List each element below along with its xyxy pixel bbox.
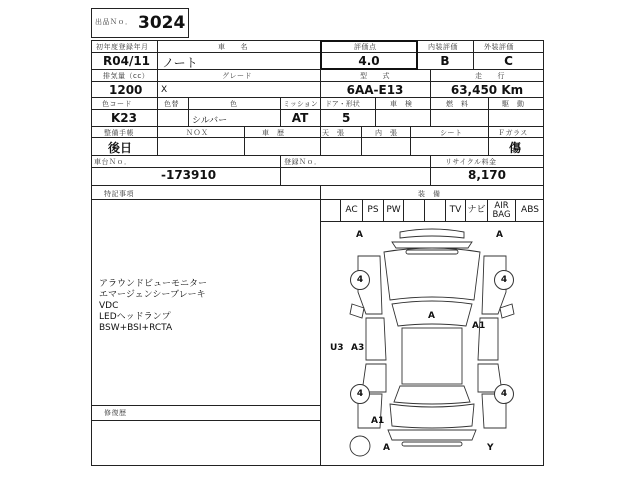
exterior-grade-label: 外装評価 [484,43,514,51]
displacement-label: 排気量（cc） [103,72,150,80]
fuel-label: 燃 料 [446,100,469,108]
front-glass-value: 傷 [509,141,522,155]
year-value: R04/11 [103,54,151,68]
doors-label: ドア・形状 [325,100,360,108]
wheel-rear-left: 4 [350,384,370,404]
equipment-tv: TV [446,200,466,221]
car-name-value: ノート [162,56,198,70]
note-line: エマージェンシーブレーキ [99,290,206,300]
chassis-value: -173910 [161,168,217,182]
wheel-front-right: 4 [494,270,514,290]
interior-grade-value: B [440,54,450,68]
damage-left-a3: A3 [351,343,365,353]
registration-label: 登録Ｎｏ． [284,158,322,166]
model-label: 型 式 [360,72,390,80]
model-value: 6AA-E13 [346,83,404,97]
equipment-blank-2 [425,200,446,221]
damage-left-u3: U3 [330,343,344,353]
equipment-label: 装 備 [418,190,441,198]
inspection-label: 車 検 [390,100,413,108]
damage-right-side: A1 [472,321,486,331]
chassis-label: 車台Ｎｏ． [94,158,132,166]
color-value: シルバー [192,116,228,126]
damage-rear-left: A [383,443,390,453]
notes-label: 特記事項 [104,190,134,198]
damage-rear-right: Y [487,443,494,453]
score-value: 4.0 [358,54,380,68]
repair-history-label: 修復歴 [104,409,127,417]
note-line: アラウンドビューモニター [99,279,208,289]
exterior-grade-value: C [504,54,513,68]
nox-label: ＮＯＸ [186,129,209,137]
damage-rear-a1: A1 [371,416,385,426]
recycle-fee-label: リサイクル料金 [445,158,497,166]
roof-lining-label: 天 張 [322,129,345,137]
equipment-blank-1 [404,200,425,221]
score-label: 評価点 [354,43,377,51]
note-line: VDC [99,301,119,311]
displacement-value: 1200 [109,83,143,97]
service-manual-label: 整備手帳 [104,129,134,137]
note-line: BSW+BSI+RCTA [99,323,173,333]
damage-front-right: A [496,230,503,240]
color-code-label: 色コード [102,100,132,108]
year-label: 初年度登録年月 [96,43,149,51]
interior-lining-label: 内 張 [375,129,398,137]
mileage-value: 63,450 Km [450,83,524,97]
wheel-rear-right: 4 [494,384,514,404]
seat-label: シート [440,129,463,137]
lot-number: 3024 [138,13,186,33]
drive-label: 駆 動 [502,100,525,108]
history-label: 車 歴 [262,129,285,137]
mission-value: AT [291,111,309,125]
damage-front-left: A [356,230,363,240]
front-glass-label: Ｆガラス [498,129,528,137]
mission-label: ミッション [283,100,318,108]
lot-number-label: 出品Ｎｏ． [95,18,133,26]
mileage-label: 走 行 [475,72,505,80]
service-manual-value: 後日 [108,141,133,155]
interior-grade-label: 内装評価 [428,43,458,51]
recycle-fee-value: 8,170 [468,168,506,182]
color-swap-label: 色替 [164,100,179,108]
equipment-pw: PW [383,200,404,221]
wheel-front-left: 4 [350,270,370,290]
doors-value: 5 [342,111,351,125]
color-code-value: K23 [111,111,137,125]
notes-text [99,279,207,334]
color-label: 色 [230,100,238,108]
equipment-airbag: AIR BAG [488,200,516,221]
equipment-ac: AC [340,200,362,221]
note-line: LEDヘッドランプ [99,312,171,322]
equipment-ps: PS [362,200,383,221]
grade-value: X [161,85,168,95]
equipment-abs: ABS [521,205,539,215]
damage-roof: A [428,311,435,321]
equipment-navi: ナビ [466,200,488,221]
grade-label: グレード [222,72,252,80]
name-label: 車 名 [218,43,248,51]
